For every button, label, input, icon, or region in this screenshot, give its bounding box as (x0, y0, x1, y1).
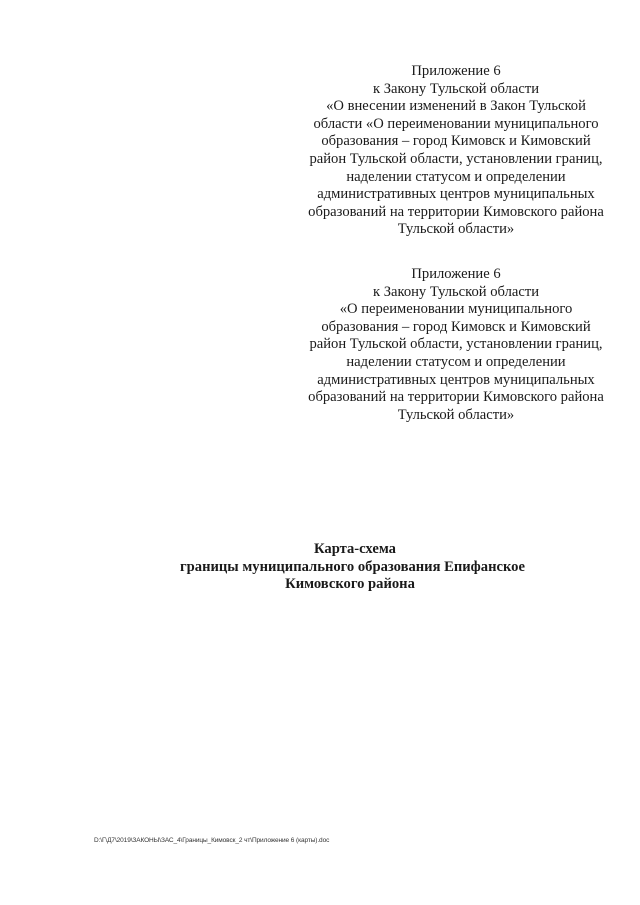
annex-line: Приложение 6 (411, 266, 501, 282)
annex-header-current (286, 63, 626, 239)
map-title-line: Кимовского района (285, 576, 415, 593)
annex-line: административных центров муниципальных (317, 371, 595, 388)
annex-line: области «О переименовании муниципального (313, 115, 599, 132)
annex-line: наделении статусом и определении (346, 168, 566, 185)
annex-header-original (286, 266, 626, 424)
annex-line: наделении статусом и определении (346, 353, 566, 370)
annex-line: «О переименовании муниципального (339, 301, 573, 318)
annex-line: Тульской области» (397, 406, 515, 423)
annex-line: к Закону Тульской области (372, 80, 540, 97)
annex-line: к Закону Тульской области (372, 283, 540, 300)
annex-line: район Тульской области, установлении границ, (309, 336, 603, 353)
annex-line: образований на территории Кимовского района (308, 389, 604, 406)
map-title (0, 541, 640, 594)
annex-line: «О внесении изменений в Закон Тульской (326, 98, 586, 115)
annex-line: образований на территории Кимовского района (308, 203, 604, 220)
annex-line: район Тульской области, установлении границ, (309, 150, 603, 167)
map-title-line: Карта-схема (314, 541, 396, 557)
annex-line: Приложение 6 (411, 63, 501, 79)
footer-file-path: D:\Г\Д7\2019\ЗАКОНЫ\ЗАС_4\Границы_Кимовск_2 чт\Приложение 6 (карты).doc (94, 837, 330, 844)
annex-line: административных центров муниципальных (317, 186, 595, 203)
annex-line: образования – город Кимовск и Кимовский (321, 133, 591, 150)
annex-line: Тульской области» (397, 221, 515, 238)
map-title-line: границы муниципального образования Епифанское (180, 558, 525, 575)
annex-line: образования – город Кимовск и Кимовский (321, 318, 591, 335)
